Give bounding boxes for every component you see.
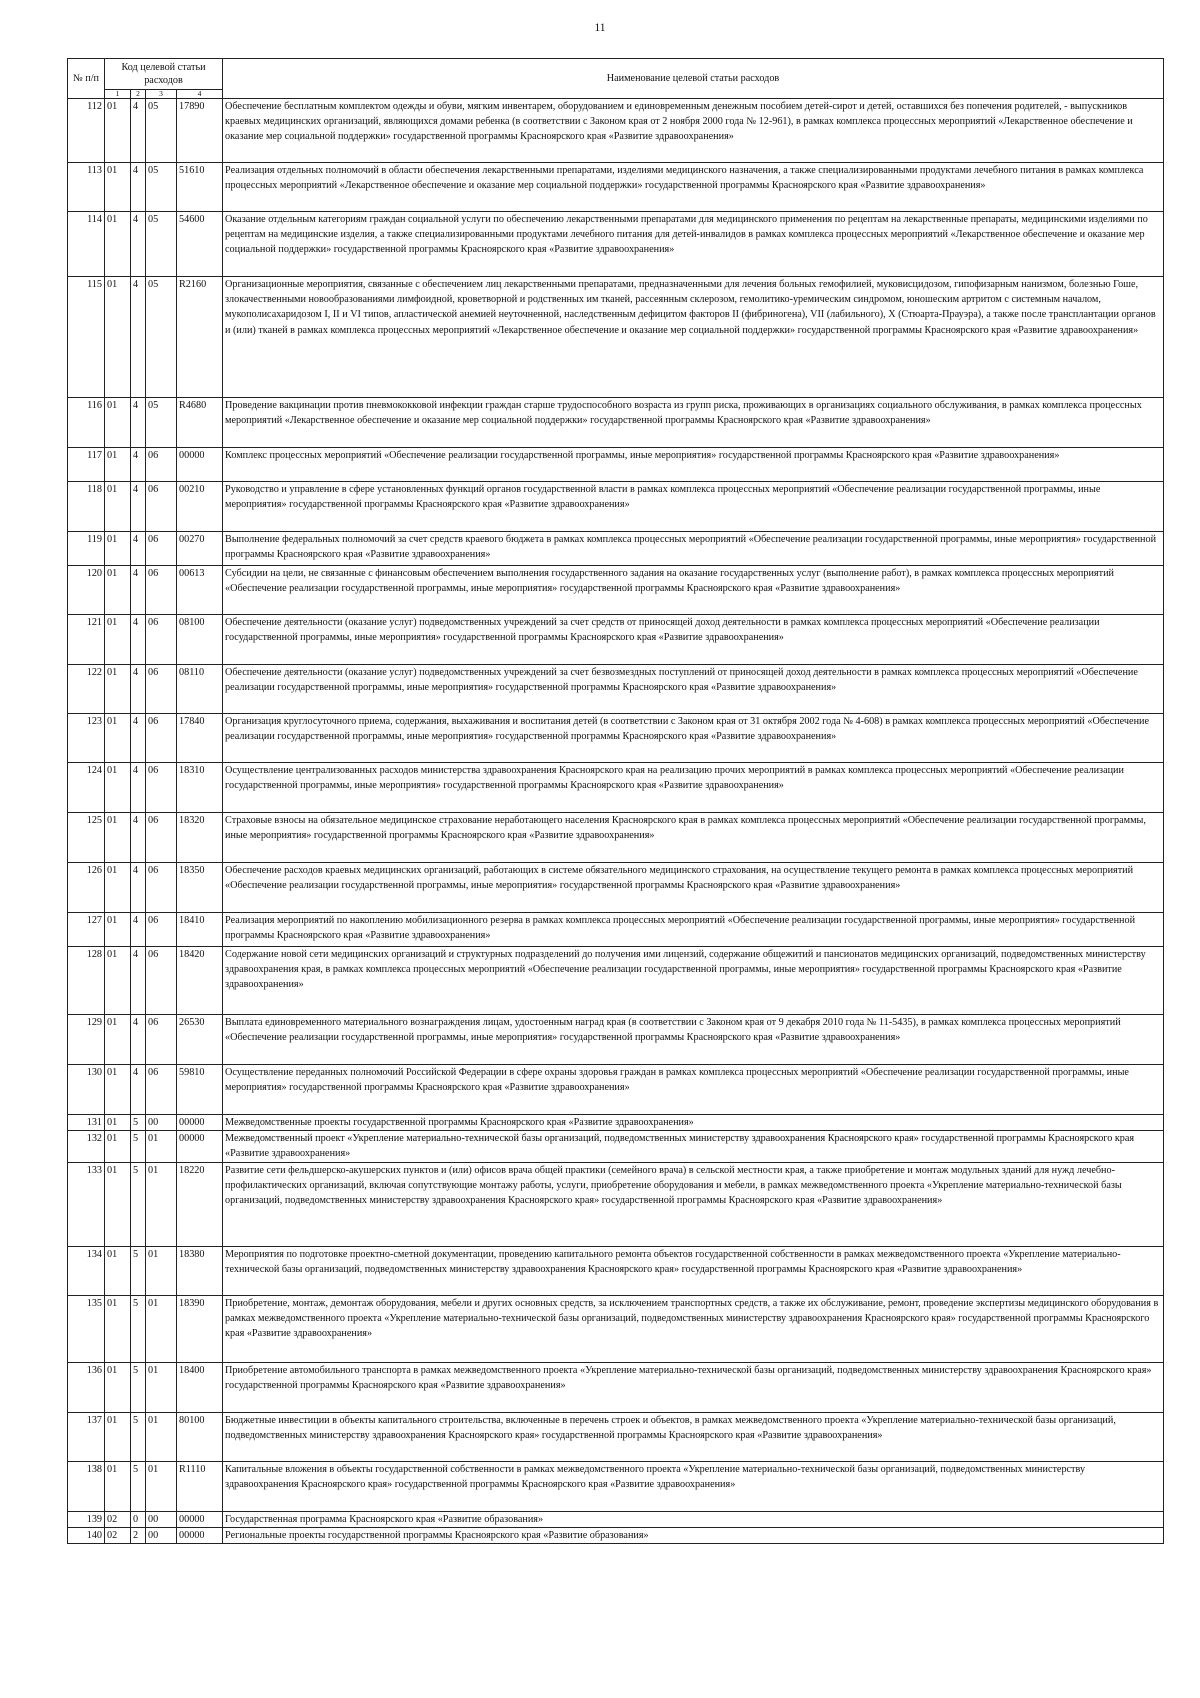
- row-number-cell: 116: [68, 398, 105, 448]
- code-part-1-cell: 01: [105, 1162, 131, 1246]
- code-part-3-cell: 05: [146, 277, 177, 398]
- code-part-1-cell: 01: [105, 277, 131, 398]
- row-number-cell: 134: [68, 1246, 105, 1295]
- code-part-2-cell: 4: [131, 532, 146, 566]
- code-part-3-cell: 01: [146, 1246, 177, 1295]
- code-part-2-cell: 4: [131, 99, 146, 163]
- code-part-3-cell: 05: [146, 99, 177, 163]
- expense-name-cell: Субсидии на цели, не связанные с финансовым обеспечением выполнения государственного задания на оказание государственных услуг (выполнение работ), в рамках комплекса процессных мероприятий «Обеспечение реализации государственной программы, иные мероприятия» государственной программы Красноярского края «Развитие здравоохранения»: [223, 566, 1164, 615]
- table-row: [68, 482, 1164, 532]
- expense-name-cell: Организация круглосуточного приема, содержания, выхаживания и воспитания детей (в соответствии с Законом края от 31 октября 2002 года № 4-608) в рамках комплекса процессных мероприятий «Обеспечение реализации государственной программы, иные мероприятия» государственной программы Красноярского края «Развитие здравоохранения»: [223, 714, 1164, 763]
- code-part-2-cell: 4: [131, 863, 146, 913]
- header-num: № п/п: [68, 59, 105, 99]
- code-part-3-cell: 00: [146, 1527, 177, 1543]
- expense-name-cell: Руководство и управление в сфере установленных функций органов государственной власти в рамках комплекса процессных мероприятий «Обеспечение реализации государственной программы, иные мероприятия» государственной программы Красноярского края «Развитие здравоохранения»: [223, 482, 1164, 532]
- table-row: [68, 448, 1164, 482]
- row-number-cell: 113: [68, 163, 105, 212]
- code-part-2-cell: 4: [131, 947, 146, 1015]
- row-number-cell: 137: [68, 1412, 105, 1461]
- code-part-1-cell: 01: [105, 1362, 131, 1412]
- code-part-1-cell: 01: [105, 714, 131, 763]
- row-number-cell: 115: [68, 277, 105, 398]
- table-row: [68, 1461, 1164, 1511]
- code-part-2-cell: 4: [131, 482, 146, 532]
- code-part-3-cell: 00: [146, 1511, 177, 1527]
- expense-name-cell: Содержание новой сети медицинских организаций и структурных подразделений до получения ими лицензий, содержание общежитий и пансионатов медицинских организаций, подведомственных министерству здравоохранения края, в рамках комплекса процессных мероприятий «Обеспечение реализации государственной программы, иные мероприятия» государственной программы Красноярского края «Развитие здравоохранения»: [223, 947, 1164, 1015]
- code-part-4-cell: 18420: [177, 947, 223, 1015]
- code-part-2-cell: 5: [131, 1131, 146, 1162]
- code-part-2-cell: 5: [131, 1461, 146, 1511]
- code-part-2-cell: 2: [131, 1527, 146, 1543]
- table-row: [68, 163, 1164, 212]
- expense-name-cell: Реализация отдельных полномочий в области обеспечения лекарственными препаратами, изделиями медицинского назначения, а также специализированными продуктами лечебного питания в рамках комплекса процессных мероприятий «Лекарственное обеспечение и оказание мер социальной поддержки» государственной программы Красноярского края «Развитие здравоохранения»: [223, 163, 1164, 212]
- expense-name-cell: Приобретение, монтаж, демонтаж оборудования, мебели и других основных средств, за исключением транспортных средств, а также их обслуживание, ремонт, проведение экспертизы медицинского оборудования в рамках межведомственного проекта «Укрепление материально-технической базы организаций, подведомственных министерству здравоохранения Красноярского края» государственной программы Красноярского края «Развитие здравоохранения»: [223, 1295, 1164, 1362]
- code-part-3-cell: 00: [146, 1115, 177, 1131]
- code-part-4-cell: R4680: [177, 398, 223, 448]
- expense-name-cell: Осуществление централизованных расходов министерства здравоохранения Красноярского края на реализацию прочих мероприятий в рамках комплекса процессных мероприятий «Обеспечение реализации государственной программы, иные мероприятия» государственной программы Красноярского края «Развитие здравоохранения»: [223, 763, 1164, 813]
- row-number-cell: 133: [68, 1162, 105, 1246]
- code-part-2-cell: 4: [131, 913, 146, 947]
- expense-name-cell: Капитальные вложения в объекты государственной собственности в рамках межведомственного проекта «Укрепление материально-технической базы организаций, подведомственных министерству здравоохранения Красноярского края» государственной программы Красноярского края «Развитие здравоохранения»: [223, 1461, 1164, 1511]
- table-row: [68, 813, 1164, 863]
- code-part-2-cell: 4: [131, 763, 146, 813]
- row-number-cell: 120: [68, 566, 105, 615]
- code-part-1-cell: 01: [105, 1015, 131, 1065]
- header-name: Наименование целевой статьи расходов: [223, 59, 1164, 99]
- table-row: [68, 566, 1164, 615]
- expense-name-cell: Обеспечение бесплатным комплектом одежды и обуви, мягким инвентарем, оборудованием и единовременным денежным пособием детей-сирот и детей, оставшихся без попечения родителей, - выпускников краевых медицинских организаций, являющихся домами ребенка (в соответствии с Законом края от 2 ноября 2000 года № 12-961), в рамках комплекса процессных мероприятий «Лекарственное обеспечение и оказание мер социальной поддержки» государственной программы Красноярского края «Развитие здравоохранения»: [223, 99, 1164, 163]
- code-part-3-cell: 06: [146, 448, 177, 482]
- table-row: [68, 1131, 1164, 1162]
- row-number-cell: 114: [68, 212, 105, 277]
- table-row: [68, 1295, 1164, 1362]
- code-part-3-cell: 01: [146, 1131, 177, 1162]
- header-code: Код целевой статьи расходов: [105, 59, 223, 90]
- code-part-4-cell: 08100: [177, 615, 223, 665]
- row-number-cell: 112: [68, 99, 105, 163]
- row-number-cell: 138: [68, 1461, 105, 1511]
- code-part-1-cell: 01: [105, 1295, 131, 1362]
- expense-name-cell: Комплекс процессных мероприятий «Обеспечение реализации государственной программы, иные мероприятия» государственной программы Красноярского края «Развитие здравоохранения»: [223, 448, 1164, 482]
- code-part-1-cell: 01: [105, 566, 131, 615]
- expense-name-cell: Реализация мероприятий по накоплению мобилизационного резерва в рамках комплекса процессных мероприятий «Обеспечение реализации государственной программы, иные мероприятия» государственной программы Красноярского края «Развитие здравоохранения»: [223, 913, 1164, 947]
- row-number-cell: 118: [68, 482, 105, 532]
- table-row: [68, 277, 1164, 398]
- code-part-2-cell: 0: [131, 1511, 146, 1527]
- code-part-4-cell: 18310: [177, 763, 223, 813]
- table-row: [68, 1511, 1164, 1527]
- code-part-2-cell: 4: [131, 714, 146, 763]
- code-part-3-cell: 06: [146, 566, 177, 615]
- code-part-1-cell: 01: [105, 665, 131, 714]
- code-part-2-cell: 4: [131, 566, 146, 615]
- code-part-4-cell: R1110: [177, 1461, 223, 1511]
- header-sub-3: 3: [146, 90, 177, 99]
- expense-name-cell: Межведомственные проекты государственной программы Красноярского края «Развитие здравоохранения»: [223, 1115, 1164, 1131]
- code-part-2-cell: 4: [131, 398, 146, 448]
- code-part-2-cell: 4: [131, 1065, 146, 1115]
- expense-name-cell: Бюджетные инвестиции в объекты капитального строительства, включенные в перечень строек и объектов, в рамках межведомственного проекта «Укрепление материально-технической базы организаций, подведомственных министерству здравоохранения Красноярского края» государственной программы Красноярского края «Развитие здравоохранения»: [223, 1412, 1164, 1461]
- expense-name-cell: Оказание отдельным категориям граждан социальной услуги по обеспечению лекарственными препаратами для медицинского применения по рецептам на лекарственные препараты, медицинскими изделиями по рецептам на медицинские изделия, а также специализированными продуктами лечебного питания для детей-инвалидов в рамках комплекса процессных мероприятий «Лекарственное обеспечение и оказание мер социальной поддержки» государственной программы Красноярского края «Развитие здравоохранения»: [223, 212, 1164, 277]
- row-number-cell: 128: [68, 947, 105, 1015]
- row-number-cell: 139: [68, 1511, 105, 1527]
- code-part-3-cell: 06: [146, 913, 177, 947]
- table-row: [68, 863, 1164, 913]
- code-part-4-cell: 00000: [177, 1115, 223, 1131]
- code-part-3-cell: 06: [146, 1065, 177, 1115]
- code-part-1-cell: 02: [105, 1527, 131, 1543]
- code-part-4-cell: 00000: [177, 448, 223, 482]
- row-number-cell: 135: [68, 1295, 105, 1362]
- code-part-1-cell: 01: [105, 398, 131, 448]
- code-part-4-cell: 18390: [177, 1295, 223, 1362]
- table-row: [68, 212, 1164, 277]
- row-number-cell: 119: [68, 532, 105, 566]
- code-part-2-cell: 4: [131, 665, 146, 714]
- code-part-4-cell: 00000: [177, 1527, 223, 1543]
- expense-name-cell: Межведомственный проект «Укрепление материально-технической базы организаций, подведомственных министерству здравоохранения Красноярского края» государственной программы Красноярского края «Развитие здравоохранения»: [223, 1131, 1164, 1162]
- code-part-2-cell: 4: [131, 448, 146, 482]
- code-part-1-cell: 01: [105, 615, 131, 665]
- header-sub-2: 2: [131, 90, 146, 99]
- page-number: 11: [594, 22, 606, 34]
- row-number-cell: 126: [68, 863, 105, 913]
- expense-name-cell: Развитие сети фельдшерско-акушерских пунктов и (или) офисов врача общей практики (семейного врача) в сельской местности края, а также приобретение и монтаж модульных зданий для нужд лечебно-профилактических организаций, включая сопутствующие монтажу работы, услуги, приобретение оборудования и мебели, в рамках межведомственного проекта «Укрепление материально-технической базы организаций, подведомственных министерству здравоохранения Красноярского края» государственной программы Красноярского края «Развитие здравоохранения»: [223, 1162, 1164, 1246]
- code-part-4-cell: R2160: [177, 277, 223, 398]
- row-number-cell: 123: [68, 714, 105, 763]
- code-part-1-cell: 01: [105, 1412, 131, 1461]
- expense-name-cell: Выплата единовременного материального вознаграждения лицам, удостоенным наград края (в соответствии с Законом края от 9 декабря 2010 года № 11-5435), в рамках комплекса процессных мероприятий «Обеспечение реализации государственной программы, иные мероприятия» государственной программы Красноярского края «Развитие здравоохранения»: [223, 1015, 1164, 1065]
- code-part-2-cell: 4: [131, 277, 146, 398]
- code-part-4-cell: 26530: [177, 1015, 223, 1065]
- code-part-1-cell: 01: [105, 448, 131, 482]
- row-number-cell: 127: [68, 913, 105, 947]
- target-expense-table: [67, 58, 1164, 1544]
- code-part-1-cell: 01: [105, 913, 131, 947]
- code-part-4-cell: 18380: [177, 1246, 223, 1295]
- code-part-3-cell: 05: [146, 163, 177, 212]
- table-row: [68, 532, 1164, 566]
- code-part-4-cell: 00000: [177, 1131, 223, 1162]
- code-part-2-cell: 5: [131, 1295, 146, 1362]
- row-number-cell: 131: [68, 1115, 105, 1131]
- code-part-3-cell: 06: [146, 813, 177, 863]
- expense-name-cell: Страховые взносы на обязательное медицинское страхование неработающего населения Красноярского края в рамках комплекса процессных мероприятий «Обеспечение реализации государственной программы, иные мероприятия» государственной программы Красноярского края «Развитие здравоохранения»: [223, 813, 1164, 863]
- row-number-cell: 124: [68, 763, 105, 813]
- expense-name-cell: Обеспечение деятельности (оказание услуг) подведомственных учреждений за счет средств от приносящей доход деятельности в рамках комплекса процессных мероприятий «Обеспечение реализации государственной программы, иные мероприятия» государственной программы Красноярского края «Развитие здравоохранения»: [223, 615, 1164, 665]
- table-row: [68, 99, 1164, 163]
- code-part-3-cell: 05: [146, 212, 177, 277]
- code-part-3-cell: 06: [146, 714, 177, 763]
- code-part-1-cell: 01: [105, 763, 131, 813]
- expense-name-cell: Приобретение автомобильного транспорта в рамках межведомственного проекта «Укрепление материально-технической базы организаций, подведомственных министерству здравоохранения Красноярского края» государственной программы Красноярского края «Развитие здравоохранения»: [223, 1362, 1164, 1412]
- code-part-4-cell: 08110: [177, 665, 223, 714]
- code-part-3-cell: 06: [146, 482, 177, 532]
- table-row: [68, 1065, 1164, 1115]
- code-part-1-cell: 01: [105, 947, 131, 1015]
- table-row: [68, 947, 1164, 1015]
- code-part-4-cell: 00210: [177, 482, 223, 532]
- expense-name-cell: Региональные проекты государственной программы Красноярского края «Развитие образования»: [223, 1527, 1164, 1543]
- table-row: [68, 1527, 1164, 1543]
- table-row: [68, 1015, 1164, 1065]
- expense-name-cell: Обеспечение расходов краевых медицинских организаций, работающих в системе обязательного медицинского страхования, на осуществление текущего ремонта в рамках комплекса процессных мероприятий «Обеспечение реализации государственной программы, иные мероприятия» государственной программы Красноярского края «Развитие здравоохранения»: [223, 863, 1164, 913]
- expense-name-cell: Государственная программа Красноярского края «Развитие образования»: [223, 1511, 1164, 1527]
- row-number-cell: 129: [68, 1015, 105, 1065]
- code-part-4-cell: 00270: [177, 532, 223, 566]
- row-number-cell: 125: [68, 813, 105, 863]
- code-part-3-cell: 01: [146, 1412, 177, 1461]
- expense-name-cell: Осуществление переданных полномочий Российской Федерации в сфере охраны здоровья граждан в рамках комплекса процессных мероприятий «Обеспечение реализации государственной программы, иные мероприятия» государственной программы Красноярского края «Развитие здравоохранения»: [223, 1065, 1164, 1115]
- expense-name-cell: Мероприятия по подготовке проектно-сметной документации, проведению капитального ремонта объектов государственной собственности в рамках межведомственного проекта «Укрепление материально-технической базы организаций, подведомственных министерству здравоохранения Красноярского края» государственной программы Красноярского края «Развитие здравоохранения»: [223, 1246, 1164, 1295]
- code-part-3-cell: 06: [146, 863, 177, 913]
- table-row: [68, 1162, 1164, 1246]
- row-number-cell: 136: [68, 1362, 105, 1412]
- code-part-2-cell: 5: [131, 1162, 146, 1246]
- table-row: [68, 714, 1164, 763]
- code-part-4-cell: 17890: [177, 99, 223, 163]
- code-part-1-cell: 01: [105, 1131, 131, 1162]
- code-part-4-cell: 17840: [177, 714, 223, 763]
- code-part-4-cell: 00000: [177, 1511, 223, 1527]
- code-part-3-cell: 06: [146, 947, 177, 1015]
- code-part-3-cell: 06: [146, 763, 177, 813]
- table-row: [68, 913, 1164, 947]
- table-row: [68, 615, 1164, 665]
- code-part-3-cell: 01: [146, 1295, 177, 1362]
- code-part-1-cell: 01: [105, 863, 131, 913]
- table-row: [68, 763, 1164, 813]
- header-sub-4: 4: [177, 90, 223, 99]
- code-part-1-cell: 01: [105, 532, 131, 566]
- table-row: [68, 665, 1164, 714]
- code-part-2-cell: 5: [131, 1362, 146, 1412]
- code-part-1-cell: 01: [105, 1246, 131, 1295]
- code-part-1-cell: 01: [105, 813, 131, 863]
- code-part-4-cell: 54600: [177, 212, 223, 277]
- code-part-2-cell: 5: [131, 1115, 146, 1131]
- table-row: [68, 1115, 1164, 1131]
- code-part-4-cell: 18220: [177, 1162, 223, 1246]
- code-part-3-cell: 06: [146, 532, 177, 566]
- row-number-cell: 132: [68, 1131, 105, 1162]
- code-part-3-cell: 05: [146, 398, 177, 448]
- code-part-4-cell: 18410: [177, 913, 223, 947]
- table-row: [68, 1246, 1164, 1295]
- code-part-3-cell: 01: [146, 1461, 177, 1511]
- code-part-4-cell: 59810: [177, 1065, 223, 1115]
- expense-name-cell: Проведение вакцинации против пневмококковой инфекции граждан старше трудоспособного возраста из групп риска, проживающих в организациях социального обслуживания, в рамках комплекса процессных мероприятий «Лекарственное обеспечение и оказание мер социальной поддержки» государственной программы Красноярского края «Развитие здравоохранения»: [223, 398, 1164, 448]
- expense-name-cell: Выполнение федеральных полномочий за счет средств краевого бюджета в рамках комплекса процессных мероприятий «Обеспечение реализации государственной программы, иные мероприятия» государственной программы Красноярского края «Развитие здравоохранения»: [223, 532, 1164, 566]
- code-part-3-cell: 06: [146, 1015, 177, 1065]
- code-part-3-cell: 01: [146, 1362, 177, 1412]
- table-row: [68, 398, 1164, 448]
- code-part-2-cell: 4: [131, 212, 146, 277]
- code-part-4-cell: 51610: [177, 163, 223, 212]
- code-part-3-cell: 06: [146, 665, 177, 714]
- code-part-1-cell: 01: [105, 1461, 131, 1511]
- code-part-1-cell: 01: [105, 99, 131, 163]
- row-number-cell: 117: [68, 448, 105, 482]
- code-part-4-cell: 00613: [177, 566, 223, 615]
- code-part-4-cell: 80100: [177, 1412, 223, 1461]
- header-sub-1: 1: [105, 90, 131, 99]
- code-part-2-cell: 4: [131, 163, 146, 212]
- expense-name-cell: Организационные мероприятия, связанные с обеспечением лиц лекарственными препаратами, предназначенными для лечения больных гемофилией, муковисцидозом, гипофизарным нанизмом, болезнью Гоше, злокачественными новообразованиями лимфоидной, кроветворной и родственных им тканей, рассеянным склерозом, гемолитико-уремическим синдромом, юношеским артритом с системным началом, мукополисахаридозом I, II и VI типов, апластической анемией неуточненной, наследственным дефицитом факторов II (фибриногена), VII (лабильного), X (Стюарта-Прауэра), а также после трансплантации органов и (или) тканей в рамках комплекса процессных мероприятий «Лекарственное обеспечение и оказание мер социальной поддержки» государственной программы Красноярского края «Развитие здравоохранения»: [223, 277, 1164, 398]
- row-number-cell: 130: [68, 1065, 105, 1115]
- code-part-3-cell: 06: [146, 615, 177, 665]
- code-part-1-cell: 01: [105, 212, 131, 277]
- code-part-2-cell: 4: [131, 615, 146, 665]
- code-part-4-cell: 18320: [177, 813, 223, 863]
- table-row: [68, 1362, 1164, 1412]
- code-part-2-cell: 5: [131, 1412, 146, 1461]
- row-number-cell: 121: [68, 615, 105, 665]
- code-part-2-cell: 4: [131, 813, 146, 863]
- code-part-1-cell: 01: [105, 1065, 131, 1115]
- code-part-1-cell: 01: [105, 1115, 131, 1131]
- code-part-1-cell: 02: [105, 1511, 131, 1527]
- table-row: [68, 1412, 1164, 1461]
- expense-name-cell: Обеспечение деятельности (оказание услуг) подведомственных учреждений за счет безвозмездных поступлений от приносящей доход деятельности в рамках комплекса процессных мероприятий «Обеспечение реализации государственной программы, иные мероприятия» государственной программы Красноярского края «Развитие здравоохранения»: [223, 665, 1164, 714]
- code-part-3-cell: 01: [146, 1162, 177, 1246]
- code-part-4-cell: 18350: [177, 863, 223, 913]
- code-part-2-cell: 5: [131, 1246, 146, 1295]
- row-number-cell: 122: [68, 665, 105, 714]
- code-part-1-cell: 01: [105, 163, 131, 212]
- code-part-1-cell: 01: [105, 482, 131, 532]
- table-body: [68, 99, 1164, 1544]
- code-part-4-cell: 18400: [177, 1362, 223, 1412]
- code-part-2-cell: 4: [131, 1015, 146, 1065]
- row-number-cell: 140: [68, 1527, 105, 1543]
